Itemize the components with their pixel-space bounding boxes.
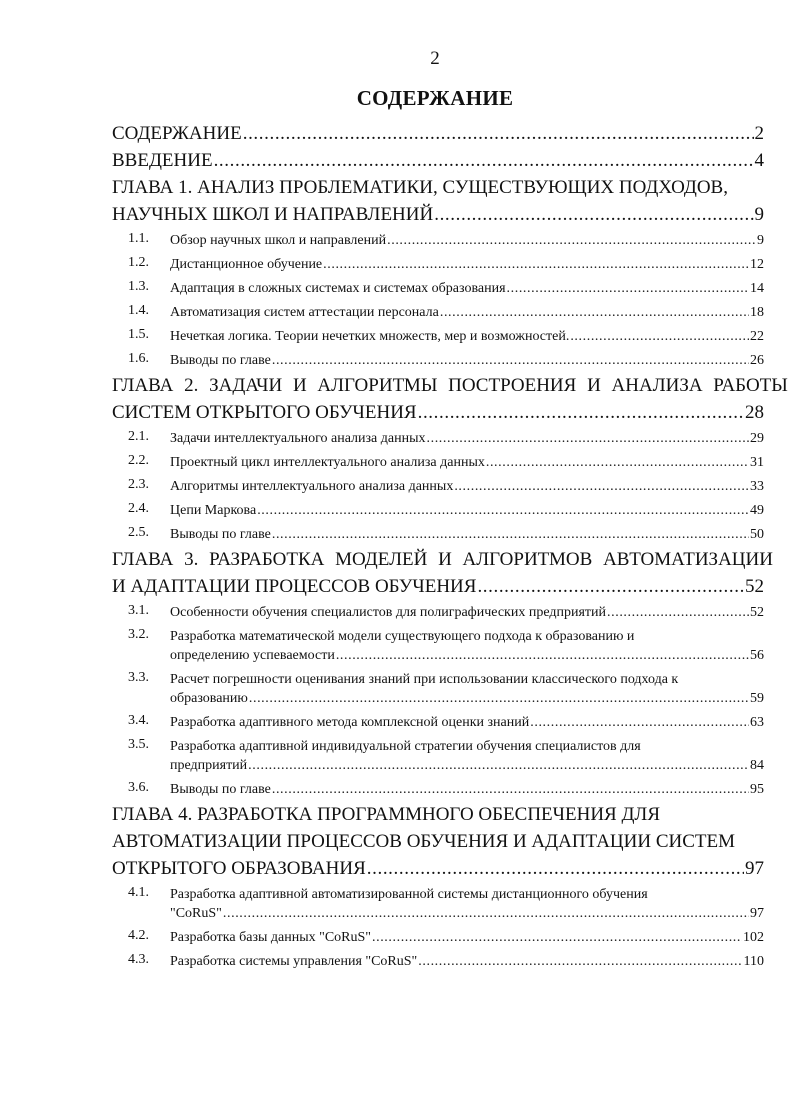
toc-entry-number: 3.1. [128,603,149,618]
toc-entry-number: 3.3. [128,670,149,685]
toc-entry-number: 1.2. [128,255,149,270]
toc-entry-title: образованию [170,691,248,706]
toc-entry-title: Разработка системы управления "CoRuS" [170,954,418,969]
dot-leader [530,713,749,732]
toc-entry-title: Разработка адаптивной индивидуальной стратегии обучения специалистов для [170,739,641,754]
toc-entry-title: Автоматизация систем аттестации персонала [170,305,439,320]
dot-leader [418,952,742,971]
toc-entry-title: Выводы по главе [170,353,271,368]
toc-entry-number: 1.4. [128,303,149,318]
toc-chapter[interactable] [112,546,773,600]
toc-entry-title: НАУЧНЫХ ШКОЛ И НАПРАВЛЕНИЙ [112,204,434,225]
dot-leader [367,855,744,882]
toc-entry-title: "CoRuS" [170,906,222,921]
page-number: 2 [430,48,440,69]
toc-page-number: 97 [745,858,764,879]
toc-page-number: 95 [750,782,764,797]
toc-section[interactable] [112,429,764,448]
dot-leader [272,780,749,799]
toc-entry-number: 2.1. [128,429,149,444]
toc-entry-title: Проектный цикл интеллектуального анализа данных [170,455,485,470]
toc-entry-title: ГЛАВА 3. РАЗРАБОТКА МОДЕЛЕЙ И АЛГОРИТМОВ АВТОМАТИЗАЦИИ [112,549,773,570]
toc-entry-number: 4.3. [128,952,149,967]
toc-page-number: 97 [750,906,764,921]
dot-leader [257,501,749,520]
toc-entry-title: ОТКРЫТОГО ОБРАЗОВАНИЯ [112,858,366,879]
toc-section[interactable] [112,453,764,472]
dot-leader [214,147,754,174]
toc-entry-number: 2.2. [128,453,149,468]
toc-entry-title: Цепи Маркова [170,503,257,518]
toc-section[interactable] [112,780,764,799]
toc-chapter[interactable] [112,120,764,147]
toc-entry-number: 3.6. [128,780,149,795]
dot-leader [336,646,749,665]
dot-leader [486,453,749,472]
toc-page-number: 56 [750,648,764,663]
toc-entry-title: Дистанционное обучение [170,257,323,272]
toc-entry-title: ГЛАВА 1. АНАЛИЗ ПРОБЛЕМАТИКИ, СУЩЕСТВУЮЩИХ ПОДХОДОВ, [112,177,728,198]
toc-section[interactable] [112,279,764,298]
toc-page-number: 50 [750,527,764,542]
toc-section[interactable] [112,501,764,520]
toc-entry-title: Алгоритмы интеллектуального анализа данных [170,479,454,494]
toc-chapter[interactable] [112,372,788,426]
toc-entry-number: 4.1. [128,885,149,900]
toc-entry-title: определению успеваемости [170,648,335,663]
dot-leader [418,399,744,426]
toc-section[interactable] [112,737,764,775]
toc-entry-number: 4.2. [128,928,149,943]
toc-entry-number: 3.4. [128,713,149,728]
toc-section[interactable] [112,928,764,947]
toc-page-number: 59 [750,691,764,706]
toc-section[interactable] [112,952,764,971]
toc-page-number: 49 [750,503,764,518]
toc-page-number: 4 [754,150,764,171]
toc-entry-title: СИСТЕМ ОТКРЫТОГО ОБУЧЕНИЯ [112,402,417,423]
toc-page-number: 26 [750,353,764,368]
toc-entry-title: ГЛАВА 4. РАЗРАБОТКА ПРОГРАММНОГО ОБЕСПЕЧЕНИЯ ДЛЯ [112,804,660,825]
toc-entry-title: ВВЕДЕНИЕ [112,150,213,171]
toc-section[interactable] [112,231,764,250]
toc-section[interactable] [112,351,764,370]
toc-entry-title: Особенности обучения специалистов для полиграфических предприятий [170,605,607,620]
toc-entry-title: Задачи интеллектуального анализа данных [170,431,426,446]
toc-section[interactable] [112,627,764,665]
toc-entry-title: Разработка математической модели существующего подхода к образованию и [170,629,635,644]
toc-entry-number: 1.6. [128,351,149,366]
dot-leader [434,201,753,228]
toc-section[interactable] [112,670,764,708]
toc-entry-title: СОДЕРЖАНИЕ [112,123,242,144]
toc-entry-title: Обзор научных школ и направлений [170,233,387,248]
toc-section[interactable] [112,327,764,346]
toc-page-number: 31 [750,455,764,470]
dot-leader [223,904,749,923]
dot-leader [249,689,749,708]
toc-entry-title: Нечеткая логика. Теории нечетких множеств, мер и возможностей. [170,329,570,344]
toc-entry-number: 1.3. [128,279,149,294]
toc-entry-title: Адаптация в сложных системах и системах образования [170,281,506,296]
toc-page-number: 63 [750,715,764,730]
toc-entry-title: АВТОМАТИЗАЦИИ ПРОЦЕССОВ ОБУЧЕНИЯ И АДАПТАЦИИ СИСТЕМ [112,831,736,852]
toc-chapter[interactable] [112,147,764,174]
toc-page-number: 18 [750,305,764,320]
dot-leader [272,351,749,370]
toc-section[interactable] [112,885,764,923]
toc-page-number: 9 [754,204,764,225]
toc-chapter[interactable] [112,801,764,882]
toc-page-number: 12 [750,257,764,272]
dot-leader [454,477,749,496]
dot-leader [323,255,749,274]
dot-leader [272,525,749,544]
toc-section[interactable] [112,477,764,496]
dot-leader [507,279,749,298]
toc-page-number: 52 [745,576,764,597]
toc-page-number: 102 [743,930,764,945]
toc-entry-title: Разработка адаптивной автоматизированной системы дистанционного обучения [170,887,648,902]
toc-page-number: 52 [750,605,764,620]
toc-entry-number: 2.3. [128,477,149,492]
dot-leader [427,429,750,448]
toc-page-number: 28 [745,402,764,423]
toc-entry-title: Выводы по главе [170,527,271,542]
dot-leader [248,756,749,775]
toc-entry-title: Расчет погрешности оценивания знаний при использовании классического подхода к [170,672,679,687]
toc-entry-number: 1.5. [128,327,149,342]
toc-page-number: 33 [750,479,764,494]
toc-entry-number: 3.2. [128,627,149,642]
dot-leader [243,120,754,147]
toc-entry-number: 1.1. [128,231,149,246]
toc-section[interactable] [112,603,764,622]
toc-entry-title: Разработка базы данных "CoRuS" [170,930,371,945]
toc-section[interactable] [112,303,764,322]
toc-page-number: 110 [743,954,764,969]
page-title: СОДЕРЖАНИЕ [356,86,514,110]
toc-section[interactable] [112,525,764,544]
dot-leader [440,303,749,322]
toc-page-number: 14 [750,281,764,296]
toc-entry-title: ГЛАВА 2. ЗАДАЧИ И АЛГОРИТМЫ ПОСТРОЕНИЯ И АНАЛИЗА РАБОТЫ [112,375,788,396]
toc-page-number: 22 [750,329,764,344]
toc-section[interactable] [112,255,764,274]
dot-leader [372,928,742,947]
toc-entry-number: 3.5. [128,737,149,752]
dot-leader [607,603,749,622]
dot-leader [477,573,744,600]
toc-entry-number: 2.5. [128,525,149,540]
toc-entry-title: Разработка адаптивного метода комплексной оценки знаний [170,715,530,730]
table-of-contents [112,120,788,971]
toc-page-number: 2 [754,123,764,144]
toc-entry-number: 2.4. [128,501,149,516]
toc-chapter[interactable] [112,174,764,228]
dot-leader [570,327,749,346]
toc-entry-title: Выводы по главе [170,782,271,797]
dot-leader [387,231,756,250]
toc-page-number: 84 [750,758,764,773]
toc-entry-title: И АДАПТАЦИИ ПРОЦЕССОВ ОБУЧЕНИЯ [112,576,477,597]
toc-entry-title: предприятий [170,758,248,773]
toc-page-number: 29 [750,431,764,446]
toc-section[interactable] [112,713,764,732]
toc-page-number: 9 [757,233,764,248]
